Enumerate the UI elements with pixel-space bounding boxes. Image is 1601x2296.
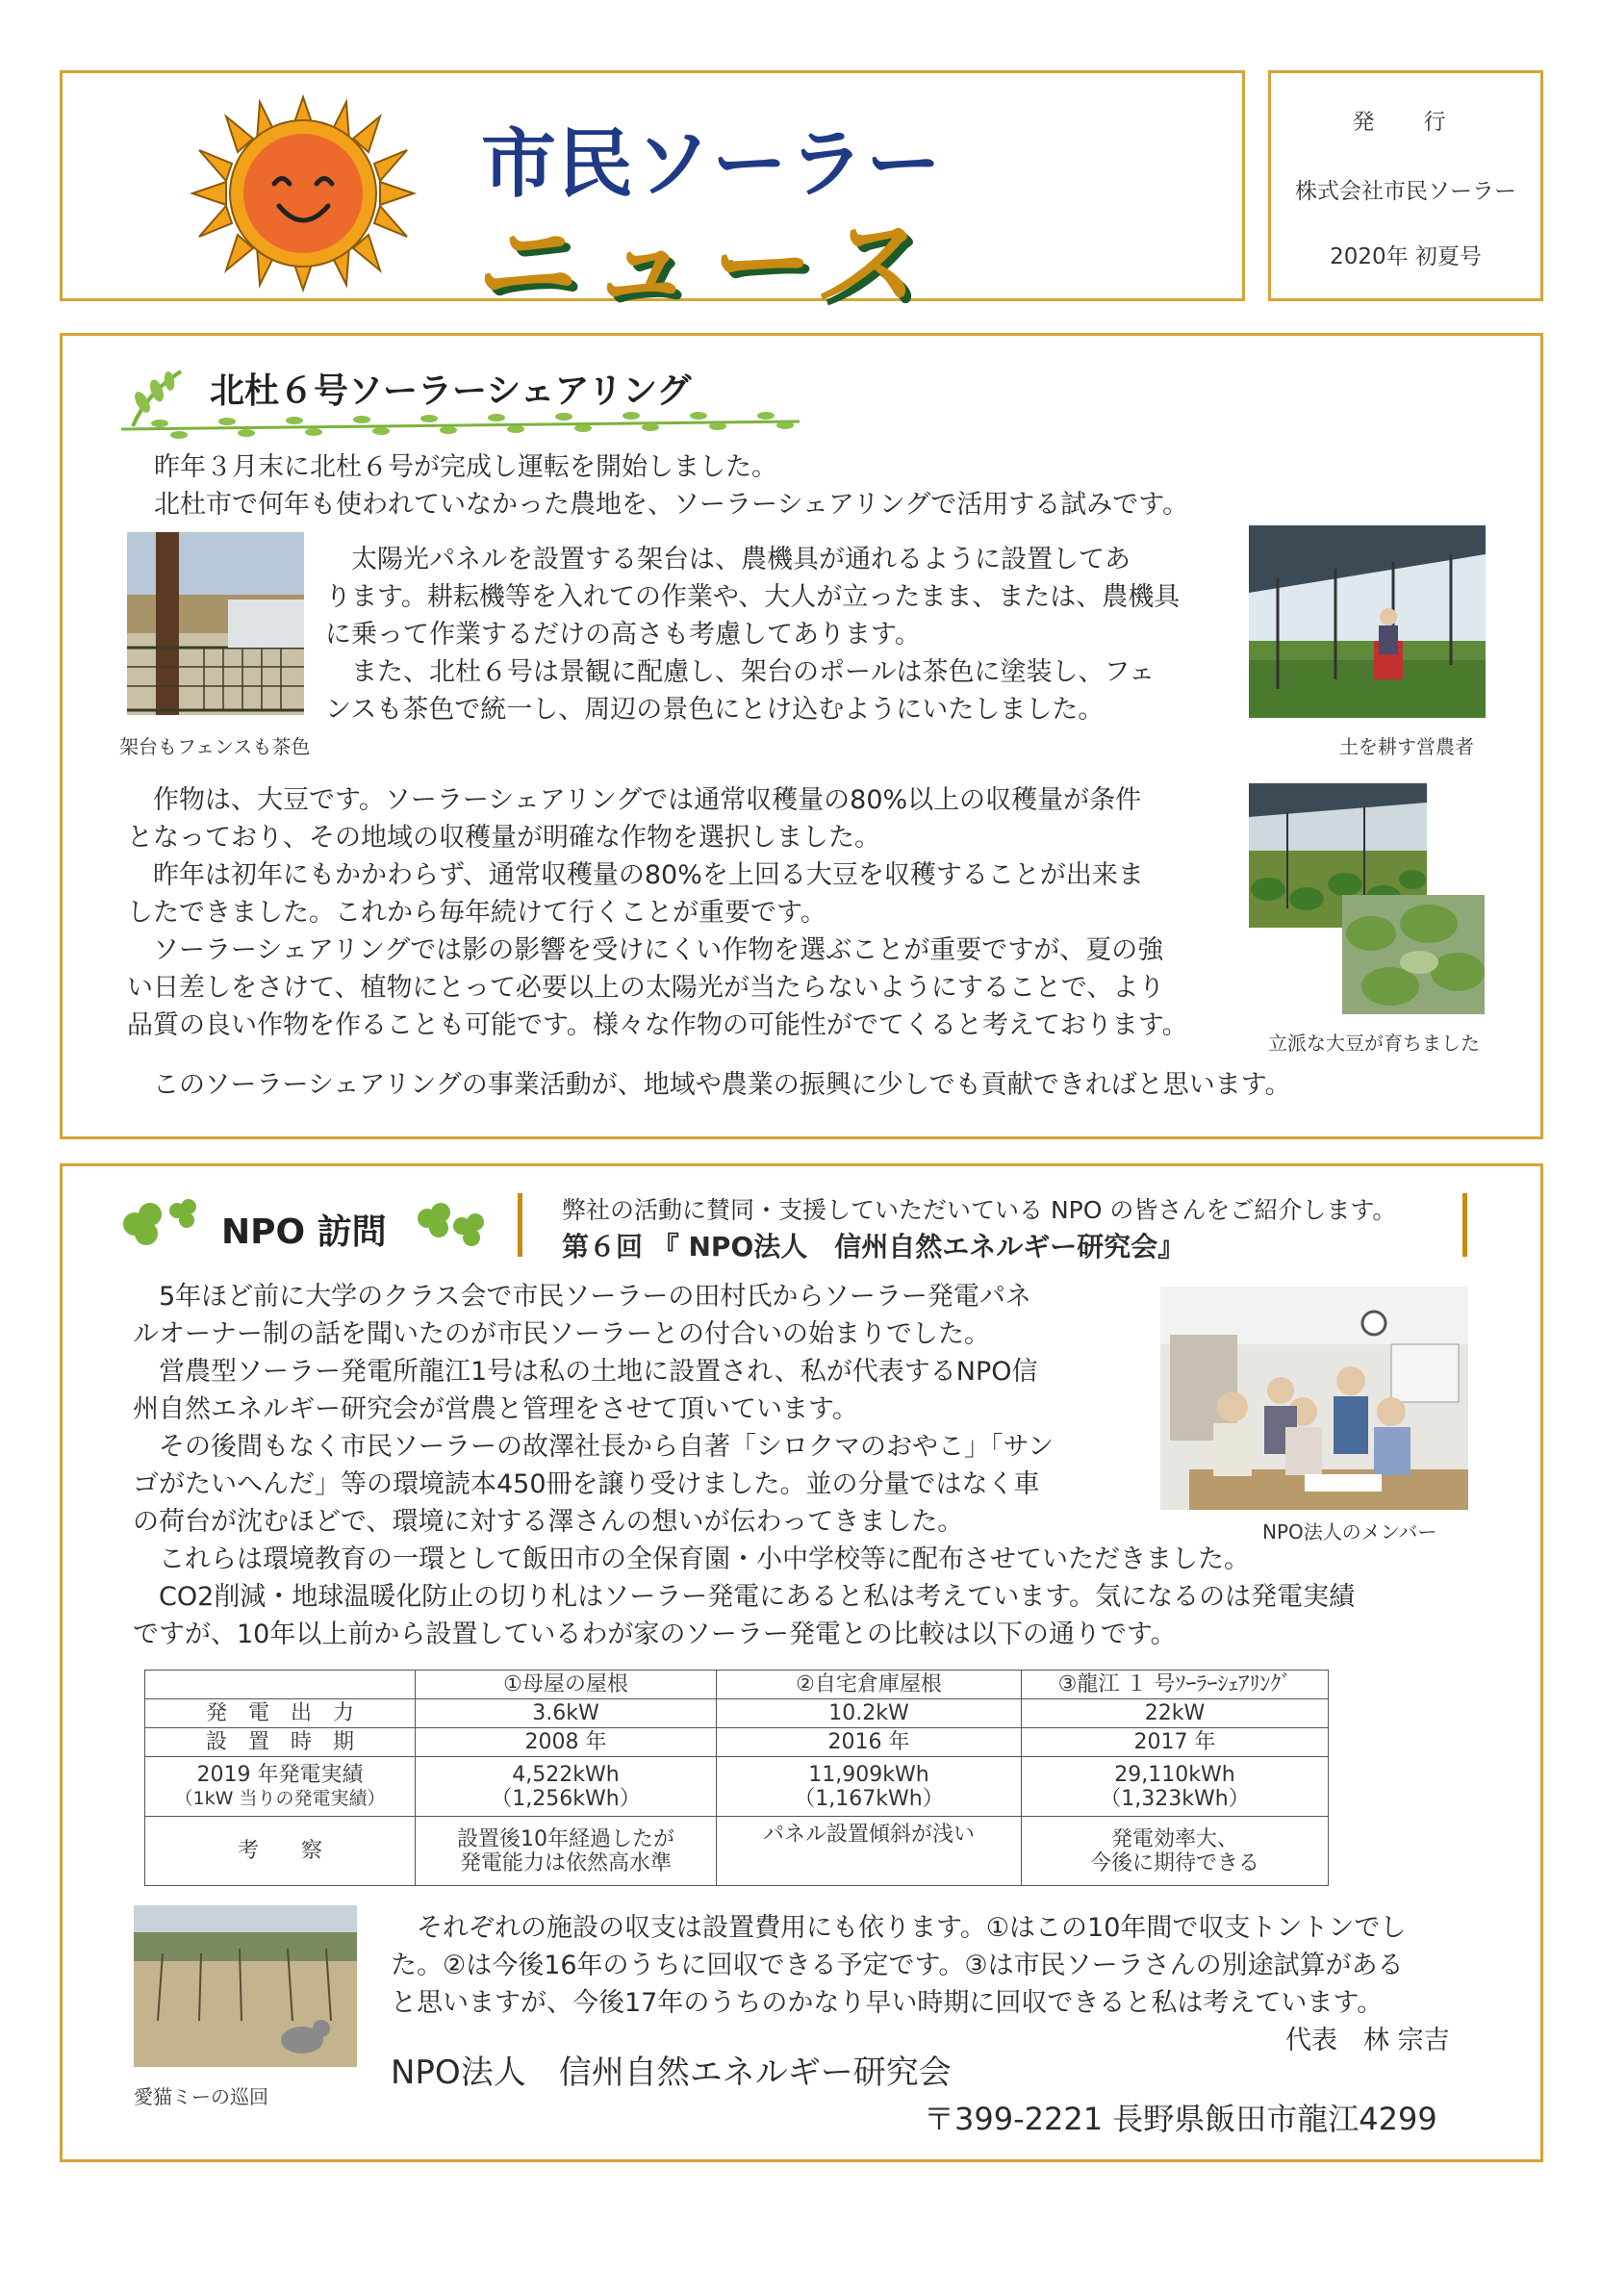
section2-body-line: の荷台が沈むほどで、環境に対する澤さんの想いが伝わってきました。 [133, 1507, 964, 1537]
row-label-line: （1kW 当りの発電実績） [174, 1787, 386, 1809]
section2-conclusion-line: と思いますが、今後17年のうちのかなり早い時期に回収できると私は考えています。 [391, 1988, 1384, 2018]
section2-body-line: 5年ほど前に大学のクラス会で市民ソーラーの田村氏からソーラー発電パネ [133, 1282, 1031, 1312]
cell-line: 11,909kWh [808, 1762, 929, 1787]
section1-intro-line: 昨年３月末に北杜６号が完成し運転を開始しました。 [154, 452, 777, 482]
section1-crop-line: い日差しをさけて、植物にとって必要以上の太陽光が当たらないようにすることで、より [127, 973, 1165, 1003]
section2-body-line: CO2削減・地球温暖化防止の切り札はソーラー発電にあると私は考えています。気になるのは発電実績 [133, 1582, 1356, 1612]
row-label: 設 置 時 期 [145, 1728, 416, 1757]
table-cell [416, 1757, 717, 1817]
section1-crop-line: したできました。これから毎年続けて行くことが重要です。 [127, 898, 826, 928]
table-cell: 2017 年 [1022, 1728, 1329, 1757]
cat-patrol-photo [134, 1905, 357, 2067]
table-row [145, 1699, 1329, 1728]
row-label-line: 2019 年発電実績 [196, 1762, 364, 1787]
section1-frame-line: ンスも茶色で統一し、周辺の景色にとけ込むようにいたしました。 [325, 695, 1105, 725]
section2-body-line: 営農型ソーラー発電所龍江1号は私の土地に設置され、私が代表するNPO信 [133, 1357, 1038, 1387]
section1-crop-line: となっており、その地域の収穫量が明確な作物を選択しました。 [127, 823, 880, 853]
table-cell: 3.6kW [416, 1699, 717, 1728]
table-header-cell [145, 1671, 416, 1699]
table-cell [416, 1817, 717, 1886]
divider-bar [1462, 1193, 1467, 1257]
cell-line: （1,167kWh） [794, 1786, 944, 1811]
npo-members-photo [1160, 1287, 1468, 1510]
caption-cat: 愛猫ミーの巡回 [134, 2085, 268, 2108]
section1-frame-line: また、北杜６号は景観に配慮し、架台のポールは茶色に塗装し、フェ [325, 657, 1156, 687]
section1-closing: このソーラーシェアリングの事業活動が、地域や農業の振興に少しでも貢献できればと思います。 [127, 1070, 1291, 1100]
clover-icon [412, 1197, 489, 1255]
table-row [145, 1728, 1329, 1757]
section2-body-line: 州自然エネルギー研究会が営農と管理をさせて頂いています。 [133, 1394, 858, 1424]
sun-logo [188, 92, 419, 294]
section1-frame-line: ります。耕耘機等を入れての作業や、大人が立ったまま、または、農機具 [325, 582, 1181, 612]
table-cell: 22kW [1022, 1699, 1329, 1728]
row-label [145, 1757, 416, 1817]
publisher-name: 株式会社市民ソーラー [1295, 179, 1516, 204]
table-header-row [145, 1671, 1329, 1699]
cell-line: （1,323kWh） [1100, 1786, 1250, 1811]
section2-body-line: ルオーナー制の話を聞いたのが市民ソーラーとの付合いの始まりでした。 [133, 1319, 990, 1349]
caption-soybean: 立派な大豆が育ちました [1268, 1032, 1480, 1055]
publisher-label: 発 行 [1352, 110, 1460, 135]
section2-subtitle: 第６回 『 NPO法人 信州自然エネルギー研究会』 [562, 1231, 1185, 1263]
masthead-title-bottom: ニュース [471, 205, 928, 323]
cell-line: 設置後10年経過したが [457, 1826, 674, 1851]
generation-comparison-table [144, 1670, 1329, 1886]
section2-title: NPO 訪問 [221, 1212, 387, 1252]
row-label: 発 電 出 力 [145, 1699, 416, 1728]
clover-icon [117, 1193, 204, 1261]
table-header-cell: ②自宅倉庫屋根 [717, 1671, 1022, 1699]
section2-conclusion-line: た。②は今後16年のうちに回収できる予定です。③は市民ソーラさんの別途試算がある [391, 1951, 1404, 1980]
npo-address: 〒399-2221 長野県飯田市龍江4299 [924, 2101, 1437, 2137]
table-cell: 2008 年 [416, 1728, 717, 1757]
table-row [145, 1817, 1329, 1886]
cell-line: 発電効率大、 [1110, 1826, 1238, 1851]
table-cell [717, 1757, 1022, 1817]
npo-name: NPO法人 信州自然エネルギー研究会 [391, 2054, 952, 2092]
section1-crop-line: 昨年は初年にもかかわらず、通常収穫量の80%を上回る大豆を収穫することが出来ま [127, 860, 1144, 890]
caption-fence: 架台もフェンスも茶色 [119, 735, 311, 758]
cell-line: （1,256kWh） [491, 1786, 641, 1811]
divider-bar [518, 1193, 522, 1257]
section1-crop-line: 作物は、大豆です。ソーラーシェアリングでは通常収穫量の80%以上の収穫量が条件 [127, 785, 1142, 815]
table-cell [1022, 1757, 1329, 1817]
caption-farmer: 土を耕す営農者 [1339, 735, 1474, 758]
table-cell: 10.2kW [717, 1699, 1022, 1728]
caption-members: NPO法人のメンバー [1262, 1520, 1437, 1543]
cell-line: 29,110kWh [1114, 1762, 1235, 1787]
table-row [145, 1757, 1329, 1817]
table-cell [1022, 1817, 1329, 1886]
section2-conclusion-line: それぞれの施設の収支は設置費用にも依ります。①はこの10年間で収支トントンでし [391, 1913, 1407, 1943]
section2-body-line: ゴがたいへんだ」等の環境読本450冊を譲り受けました。並の分量ではなく車 [133, 1469, 1040, 1499]
cell-line: 今後に期待できる [1089, 1850, 1259, 1875]
section2-body-line: ですが、10年以上前から設置しているわが家のソーラー発電との比較は以下の通りです。 [133, 1620, 1177, 1649]
section1-title: 北杜６号ソーラーシェアリング [210, 371, 692, 411]
section2-intro: 弊社の活動に賛同・支援していただいている NPO の皆さんをご紹介します。 [562, 1196, 1397, 1224]
section2-body-line: これらは環境教育の一環として飯田市の全保育園・小中学校等に配布させていただきました。 [133, 1544, 1250, 1574]
section1-crop-line: ソーラーシェアリングでは影の影響を受けにくい作物を選ぶことが重要ですが、夏の強 [127, 935, 1164, 965]
section1-frame-line: に乗って作業するだけの高さも考慮してあります。 [325, 620, 921, 650]
cell-line: 発電能力は依然高水準 [459, 1850, 672, 1875]
section2-body-line: その後間もなく市民ソーラーの故澤社長から自著「シロクマのおやこ」「サン [133, 1432, 1055, 1462]
section1-crop-line: 品質の良い作物を作ることも可能です。様々な作物の可能性がでてくると考えております。 [127, 1010, 1188, 1040]
farmer-photo [1249, 525, 1486, 718]
fence-photo [127, 532, 304, 715]
vine-divider [121, 412, 804, 441]
row-label: 考 察 [145, 1817, 416, 1886]
soybean-closeup-photo [1342, 895, 1485, 1014]
cell-line: 4,522kWh [512, 1762, 620, 1787]
section1-intro-line: 北杜市で何年も使われていなかった農地を、ソーラーシェアリングで活用する試みです。 [154, 490, 1189, 520]
section1-frame-line: 太陽光パネルを設置する架台は、農機具が通れるように設置してあ [325, 545, 1131, 574]
signature: 代表 林 宗吉 [1285, 2026, 1450, 2055]
table-header-cell: ①母屋の屋根 [416, 1671, 717, 1699]
table-header-cell: ③龍江 １ 号ｿｰﾗｰｼｪｱﾘﾝｸﾞ [1022, 1671, 1329, 1699]
cell-line: パネル設置傾斜が浅い [762, 1823, 975, 1847]
masthead-title-top: 市民ソーラー [481, 121, 944, 208]
issue-label: 2020年 初夏号 [1330, 244, 1482, 269]
table-cell [717, 1817, 1022, 1886]
table-cell: 2016 年 [717, 1728, 1022, 1757]
